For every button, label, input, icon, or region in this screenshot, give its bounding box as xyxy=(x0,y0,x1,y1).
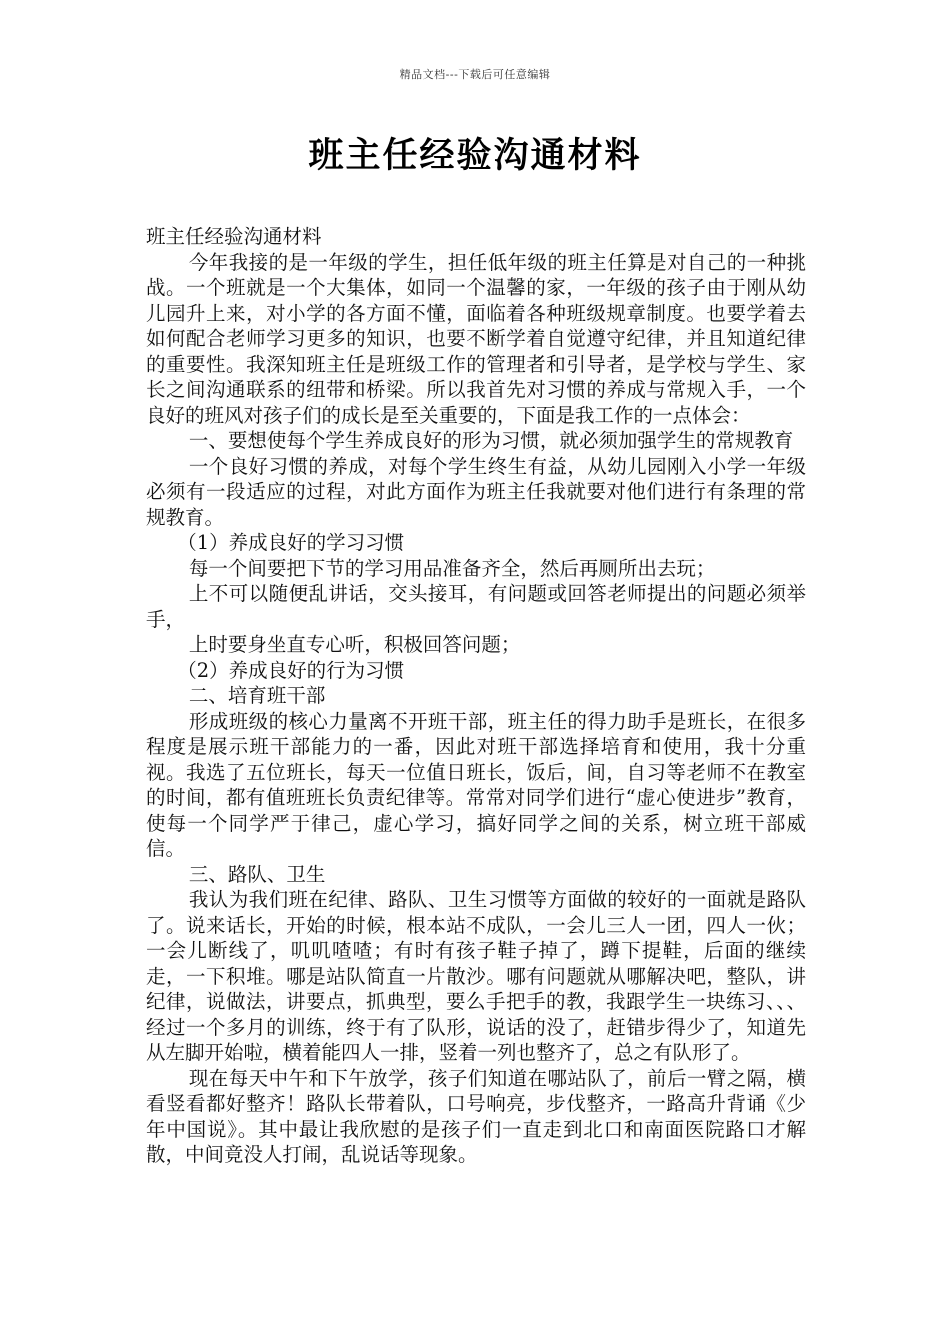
document-body xyxy=(146,224,806,1168)
body-paragraph: 我认为我们班在纪律、路队、卫生习惯等方面做的较好的一面就是路队了。说来话长，开始的时候，根本站不成队，一会儿三人一团，四人一伙；一会儿断线了，叽叽喳喳；有时有孩子鞋子掉了，蹲下提鞋，后面的继续走，一下积堆。哪是站队简直一片散沙。哪有问题就从哪解决吧，整队，讲纪律，说做法，讲要点，抓典型，要么手把手的教，我跟学生一块练习、、、经过一个多月的训练，终于有了队形，说话的没了，赶错步得少了，知道先从左脚开始啦，横着能四人一排，竖着一列也整齐了，总之有队形了。 xyxy=(146,888,806,1064)
body-paragraph: 今年我接的是一年级的学生，担任低年级的班主任算是对自己的一种挑战。一个班就是一个大集体，如同一个温馨的家，一年级的孩子由于刚从幼儿园升上来，对小学的各方面不懂，面临着各种班级规章制度。也要学着去如何配合老师学习更多的知识，也要不断学着自觉遵守纪律，并且知道纪律的重要性。我深知班主任是班级工作的管理者和引导者，是学校与学生、家长之间沟通联系的纽带和桥梁。所以我首先对习惯的养成与常规入手，一个良好的班风对孩子们的成长是至关重要的，下面是我工作的一点体会： xyxy=(146,250,806,427)
sub-heading: （2）养成良好的行为习惯 xyxy=(177,658,405,682)
document-title: 班主任经验沟通材料 xyxy=(308,135,642,176)
body-subtitle: 班主任经验沟通材料 xyxy=(146,225,322,248)
section-heading: 三、路队、卫生 xyxy=(188,862,326,886)
section-heading: 二、培育班干部 xyxy=(188,684,326,707)
list-item: 上不可以随便乱讲话，交头接耳，有问题或回答老师提出的问题必须举手， xyxy=(146,582,806,631)
list-item: 每一个间要把下节的学习用品准备齐全，然后再厕所出去玩； xyxy=(188,556,716,580)
list-item: 上时要身坐直专心听，积极回答问题； xyxy=(188,633,521,656)
body-paragraph: 形成班级的核心力量离不开班干部，班主任的得力助手是班长，在很多程度是展示班干部能力的一番，因此对班干部选择培育和使用，我十分重视。我选了五位班长，每天一位值日班长，饭后，间，自习等老师不在教室的时间，都有值班班长负责纪律等。常常对同学们进行“虚心使进步”教育，使每一个同学严于律己，虚心学习，搞好同学之间的关系，树立班干部威信。 xyxy=(146,709,806,860)
header-note: 精品文档---下载后可任意编辑 xyxy=(399,68,551,81)
body-paragraph: 一个良好习惯的养成，对每个学生终生有益，从幼儿园刚入小学一年级必须有一段适应的过程，对此方面作为班主任我就要对他们进行有条理的常规教育。 xyxy=(146,454,806,529)
body-paragraph: 现在每天中午和下午放学，孩子们知道在哪站队了，前后一臂之隔，横看竖看都好整齐！路队长带着队，口号响亮，步伐整齐，一路高升背诵《少年中国说》。其中最让我欣慰的是孩子们一直走到北口和南面医院路口才解散，中间竟没人打闹，乱说话等现象。 xyxy=(146,1066,806,1166)
sub-heading: （1）养成良好的学习习惯 xyxy=(177,531,405,554)
section-heading: 一、要想使每个学生养成良好的形为习惯，就必须加强学生的常规教育 xyxy=(188,429,794,452)
